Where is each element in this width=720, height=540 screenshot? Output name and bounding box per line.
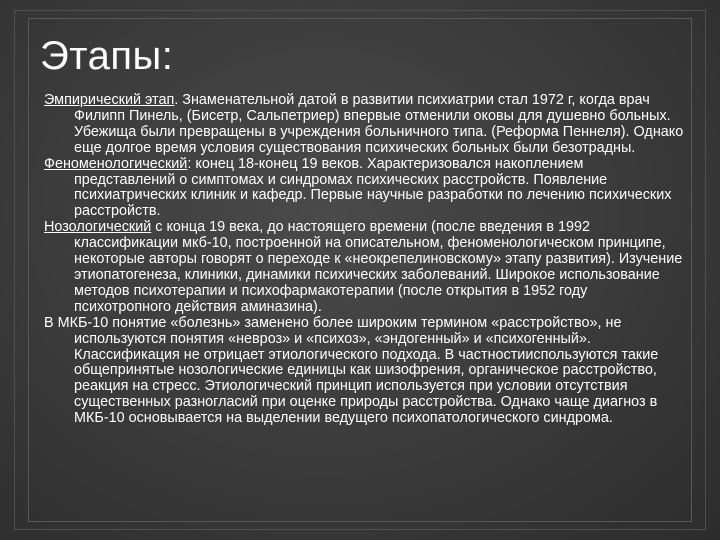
paragraph-empirical-text: . Знаменательной датой в развитии психиатрии стал 1972 г, когда врач Филипп Пинель, (Бисетр, Сальпетриер) впервые отменили оковы для душевно больных. Убежища были превращены в учреждения больничного типа. (Реформа Пеннеля). Однако еще долгое время условия существования психических больных были безотрадны. — [74, 92, 684, 156]
paragraph-nosological — [44, 220, 684, 315]
slide-title: Этапы: — [40, 34, 174, 78]
paragraph-nosological-text: с конца 19 века, до настоящего времени (после введения в 1992 классификации мкб-10, построенной на описательном, феноменологическом принципе, некоторые авторы говорят о переходе к «неокрепелиновскому» этапу развития). Изучение этиопатогенеза, клиники, динамики психических заболеваний. Широкое использование методов психотерапии и психофармакотерапии (после открытия в 1952 году психотропного действия аминазина). — [74, 219, 683, 315]
slide-body — [44, 93, 684, 427]
term-nosological: Нозологический — [44, 219, 152, 236]
term-empirical: Эмпирический этап — [44, 92, 175, 108]
paragraph-phenomenological-text: : конец 18-конец 19 веков. Характеризовался накоплением представлений о симптомах и синдромах психических расстройств. Появление психиатрических клиник и кафедр. Первые научные разработки по лечению психических расстройств. — [74, 155, 672, 220]
paragraph-phenomenological — [44, 157, 684, 221]
paragraph-icd10 — [44, 316, 684, 427]
paragraph-icd10-text: В МКБ-10 понятие «болезнь» заменено более широким термином «расстройство», не используются понятия «невроз» и «психоз», «эндогенный» и «психогенный». Классификация не отрицает этиологического подхода. В частностииспользуются такие общепринятые нозологические единицы как шизофрения, органическое расстройство, реакция на стресс. Этиологический принцип используется при условии отсутствия существенных разногласий при оценке природы расстройства. Однако чаще диагноз в МКБ-10 основывается на выделении ведущего психопатологического синдрома. — [44, 314, 659, 427]
paragraph-empirical — [44, 93, 684, 157]
term-phenomenological: Феноменологический — [44, 155, 188, 172]
